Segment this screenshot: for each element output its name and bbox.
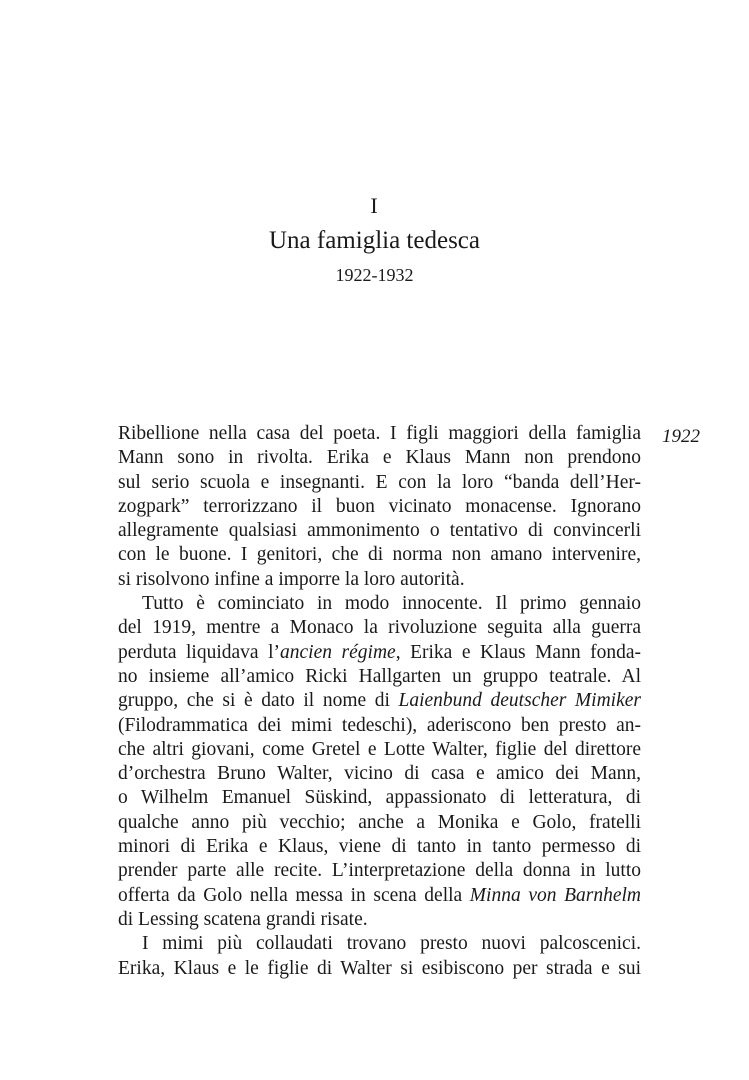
text-line: allegramente qualsiasi ammonimento o tentativo di convincerli [118, 520, 641, 542]
chapter-years: 1922-1932 [335, 265, 414, 285]
text-line [118, 884, 641, 908]
text-line: (Filodrammatica dei mimi tedeschi), aderiscono ben presto an- [118, 714, 641, 736]
paragraph [118, 422, 641, 592]
text-line: si risolvono infine a imporre la loro autorità. [118, 568, 465, 590]
body-text [118, 422, 641, 981]
italic-term: Laienbund deutscher Mimiker [398, 690, 641, 712]
chapter-number: I [370, 193, 379, 218]
italic-term: ancien régime [280, 641, 396, 663]
text-line: di Lessing scatena grandi risate. [118, 908, 368, 930]
paragraph [118, 932, 641, 981]
text-line: no insieme all’amico Ricki Hallgarten un gruppo teatrale. Al [118, 665, 641, 687]
text-line: del 1919, mentre a Monaco la rivoluzione seguita alla guerra [118, 617, 641, 639]
text-line: d’orchestra Bruno Walter, vicino di casa e amico dei Mann, [118, 763, 641, 785]
text-line: con le buone. I genitori, che di norma non amano intervenire, [118, 544, 641, 566]
text-line [118, 689, 641, 713]
text-line: sul serio scuola e insegnanti. E con la loro “banda dell’Her- [118, 471, 641, 493]
text-line: qualche anno più vecchio; anche a Monika e Golo, fratelli [118, 811, 641, 833]
text-line: o Wilhelm Emanuel Süskind, appassionato di letteratura, di [118, 787, 641, 809]
text-run: gruppo, che si è dato il nome di [118, 690, 399, 712]
text-line: Ribellione nella casa del poeta. I figli maggiori della famiglia [118, 423, 641, 444]
text-run: , Erika e Klaus Mann fonda- [395, 641, 641, 663]
text-line: I mimi più collaudati trovano presto nuovi palcoscenici. [142, 933, 641, 955]
text-line: che altri giovani, come Gretel e Lotte Walter, figlie del direttore [118, 738, 641, 760]
text-line [118, 641, 641, 665]
text-line: Mann sono in rivolta. Erika e Klaus Mann non prendono [118, 447, 641, 469]
margin-year-note: 1922 [662, 426, 700, 447]
text-run: offerta da Golo nella messa in scena della [118, 884, 470, 906]
italic-term: Minna von Barnhelm [469, 884, 641, 906]
text-line: minori di Erika e Klaus, viene di tanto in tanto permesso di [118, 836, 641, 858]
paragraph [118, 592, 641, 932]
text-line: zogpark” terrorizzano il buon vicinato monacense. Ignorano [118, 495, 641, 517]
text-line: Tutto è cominciato in modo innocente. Il primo gennaio [142, 593, 641, 615]
chapter-heading [0, 192, 749, 288]
text-line: prender parte alle recite. L’interpretazione della donna in lutto [118, 860, 641, 882]
text-run: perduta liquidava l’ [118, 641, 281, 663]
chapter-title: Una famiglia tedesca [268, 227, 480, 254]
text-line: Erika, Klaus e le figlie di Walter si esibiscono per strada e sui [118, 957, 641, 979]
